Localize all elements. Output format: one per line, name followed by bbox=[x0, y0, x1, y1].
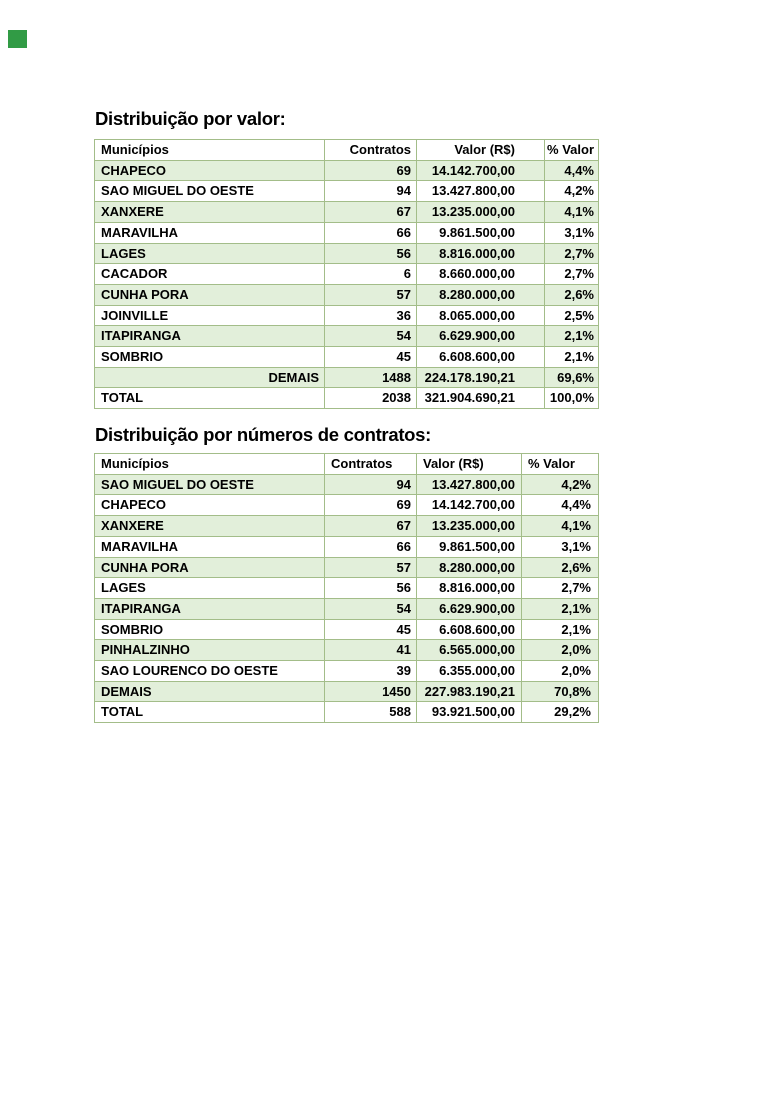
cell-valor: 321.904.690,21 bbox=[417, 388, 545, 409]
cell-contratos: 69 bbox=[325, 495, 417, 516]
cell-municipio: CUNHA PORA bbox=[95, 557, 325, 578]
cell-valor: 6.608.600,00 bbox=[417, 619, 522, 640]
cell-municipio: JOINVILLE bbox=[95, 305, 325, 326]
column-header-valor: Valor (R$) bbox=[417, 140, 545, 161]
table-row bbox=[95, 598, 599, 619]
column-header-pct-valor: % Valor bbox=[522, 454, 599, 475]
cell-valor: 14.142.700,00 bbox=[417, 495, 522, 516]
column-header-valor: Valor (R$) bbox=[417, 454, 522, 475]
column-header-contratos: Contratos bbox=[325, 454, 417, 475]
cell-municipio: CUNHA PORA bbox=[95, 284, 325, 305]
header-row bbox=[95, 454, 599, 475]
header-row bbox=[95, 140, 599, 161]
section-title-by-contract-count: Distribuição por números de contratos: bbox=[95, 424, 432, 445]
cell-municipio: CACADOR bbox=[95, 264, 325, 285]
cell-pct: 4,1% bbox=[545, 202, 599, 223]
cell-municipio: TOTAL bbox=[95, 388, 325, 409]
cell-pct: 70,8% bbox=[522, 681, 599, 702]
cell-pct: 2,1% bbox=[522, 598, 599, 619]
cell-pct: 29,2% bbox=[522, 702, 599, 723]
cell-pct: 2,0% bbox=[522, 640, 599, 661]
table-distribution-by-value bbox=[94, 139, 599, 409]
cell-contratos: 94 bbox=[325, 474, 417, 495]
cell-municipio: MARAVILHA bbox=[95, 536, 325, 557]
cell-municipio: MARAVILHA bbox=[95, 222, 325, 243]
cell-pct: 4,1% bbox=[522, 516, 599, 537]
column-header-municipios: Municípios bbox=[95, 140, 325, 161]
cell-municipio: ITAPIRANGA bbox=[95, 598, 325, 619]
cell-pct: 2,1% bbox=[522, 619, 599, 640]
cell-valor: 8.065.000,00 bbox=[417, 305, 545, 326]
green-corner-square bbox=[8, 30, 27, 48]
cell-contratos: 67 bbox=[325, 202, 417, 223]
table-row bbox=[95, 516, 599, 537]
cell-contratos: 57 bbox=[325, 557, 417, 578]
cell-valor: 9.861.500,00 bbox=[417, 536, 522, 557]
table-row bbox=[95, 367, 599, 388]
cell-contratos: 2038 bbox=[325, 388, 417, 409]
cell-contratos: 66 bbox=[325, 222, 417, 243]
table-row bbox=[95, 202, 599, 223]
table-row bbox=[95, 347, 599, 368]
cell-municipio: CHAPECO bbox=[95, 495, 325, 516]
table-row bbox=[95, 495, 599, 516]
column-header-contratos: Contratos bbox=[325, 140, 417, 161]
cell-pct: 4,2% bbox=[545, 181, 599, 202]
cell-pct: 3,1% bbox=[545, 222, 599, 243]
cell-contratos: 36 bbox=[325, 305, 417, 326]
cell-contratos: 1488 bbox=[325, 367, 417, 388]
table-row bbox=[95, 681, 599, 702]
cell-contratos: 54 bbox=[325, 326, 417, 347]
cell-municipio: TOTAL bbox=[95, 702, 325, 723]
cell-municipio: SAO LOURENCO DO OESTE bbox=[95, 661, 325, 682]
cell-pct: 3,1% bbox=[522, 536, 599, 557]
cell-pct: 2,1% bbox=[545, 326, 599, 347]
cell-valor: 6.629.900,00 bbox=[417, 598, 522, 619]
cell-municipio: LAGES bbox=[95, 243, 325, 264]
table-row bbox=[95, 536, 599, 557]
cell-valor: 93.921.500,00 bbox=[417, 702, 522, 723]
cell-valor: 6.355.000,00 bbox=[417, 661, 522, 682]
cell-valor: 13.235.000,00 bbox=[417, 516, 522, 537]
table-row bbox=[95, 222, 599, 243]
table-row bbox=[95, 284, 599, 305]
cell-contratos: 69 bbox=[325, 160, 417, 181]
cell-contratos: 94 bbox=[325, 181, 417, 202]
cell-municipio: ITAPIRANGA bbox=[95, 326, 325, 347]
table-row bbox=[95, 243, 599, 264]
cell-valor: 8.280.000,00 bbox=[417, 284, 545, 305]
cell-valor: 6.608.600,00 bbox=[417, 347, 545, 368]
cell-municipio: CHAPECO bbox=[95, 160, 325, 181]
cell-pct: 2,1% bbox=[545, 347, 599, 368]
cell-municipio: XANXERE bbox=[95, 202, 325, 223]
cell-municipio: SAO MIGUEL DO OESTE bbox=[95, 181, 325, 202]
cell-contratos: 1450 bbox=[325, 681, 417, 702]
table-row bbox=[95, 181, 599, 202]
table-row bbox=[95, 305, 599, 326]
table-row bbox=[95, 661, 599, 682]
cell-valor: 224.178.190,21 bbox=[417, 367, 545, 388]
cell-contratos: 57 bbox=[325, 284, 417, 305]
cell-contratos: 66 bbox=[325, 536, 417, 557]
cell-contratos: 39 bbox=[325, 661, 417, 682]
cell-contratos: 54 bbox=[325, 598, 417, 619]
cell-contratos: 45 bbox=[325, 347, 417, 368]
cell-municipio: DEMAIS bbox=[95, 367, 325, 388]
section-title-by-value: Distribuição por valor: bbox=[95, 108, 286, 129]
cell-municipio: LAGES bbox=[95, 578, 325, 599]
column-header-municipios: Municípios bbox=[95, 454, 325, 475]
table-row bbox=[95, 578, 599, 599]
table-row bbox=[95, 640, 599, 661]
cell-contratos: 56 bbox=[325, 243, 417, 264]
column-header-pct-valor: % Valor bbox=[545, 140, 599, 161]
table-row bbox=[95, 557, 599, 578]
cell-municipio: DEMAIS bbox=[95, 681, 325, 702]
cell-valor: 13.427.800,00 bbox=[417, 474, 522, 495]
cell-pct: 2,7% bbox=[545, 264, 599, 285]
cell-valor: 8.816.000,00 bbox=[417, 243, 545, 264]
table-row bbox=[95, 264, 599, 285]
table-row bbox=[95, 160, 599, 181]
cell-contratos: 588 bbox=[325, 702, 417, 723]
cell-pct: 69,6% bbox=[545, 367, 599, 388]
cell-valor: 9.861.500,00 bbox=[417, 222, 545, 243]
cell-municipio: SOMBRIO bbox=[95, 619, 325, 640]
cell-contratos: 67 bbox=[325, 516, 417, 537]
table-row bbox=[95, 326, 599, 347]
table-row bbox=[95, 702, 599, 723]
cell-contratos: 56 bbox=[325, 578, 417, 599]
cell-valor: 6.629.900,00 bbox=[417, 326, 545, 347]
cell-valor: 8.816.000,00 bbox=[417, 578, 522, 599]
cell-contratos: 41 bbox=[325, 640, 417, 661]
cell-pct: 2,6% bbox=[522, 557, 599, 578]
cell-valor: 13.235.000,00 bbox=[417, 202, 545, 223]
cell-valor: 8.660.000,00 bbox=[417, 264, 545, 285]
cell-valor: 6.565.000,00 bbox=[417, 640, 522, 661]
cell-municipio: XANXERE bbox=[95, 516, 325, 537]
cell-pct: 2,5% bbox=[545, 305, 599, 326]
cell-pct: 2,7% bbox=[522, 578, 599, 599]
cell-pct: 4,4% bbox=[522, 495, 599, 516]
cell-municipio: SOMBRIO bbox=[95, 347, 325, 368]
cell-valor: 13.427.800,00 bbox=[417, 181, 545, 202]
table-distribution-by-contracts bbox=[94, 453, 599, 723]
cell-pct: 2,0% bbox=[522, 661, 599, 682]
cell-municipio: SAO MIGUEL DO OESTE bbox=[95, 474, 325, 495]
cell-valor: 8.280.000,00 bbox=[417, 557, 522, 578]
cell-contratos: 6 bbox=[325, 264, 417, 285]
cell-pct: 2,7% bbox=[545, 243, 599, 264]
cell-pct: 100,0% bbox=[545, 388, 599, 409]
cell-contratos: 45 bbox=[325, 619, 417, 640]
cell-municipio: PINHALZINHO bbox=[95, 640, 325, 661]
cell-pct: 2,6% bbox=[545, 284, 599, 305]
cell-valor: 14.142.700,00 bbox=[417, 160, 545, 181]
table-row bbox=[95, 619, 599, 640]
table-row bbox=[95, 474, 599, 495]
cell-pct: 4,2% bbox=[522, 474, 599, 495]
table-row bbox=[95, 388, 599, 409]
cell-pct: 4,4% bbox=[545, 160, 599, 181]
cell-valor: 227.983.190,21 bbox=[417, 681, 522, 702]
